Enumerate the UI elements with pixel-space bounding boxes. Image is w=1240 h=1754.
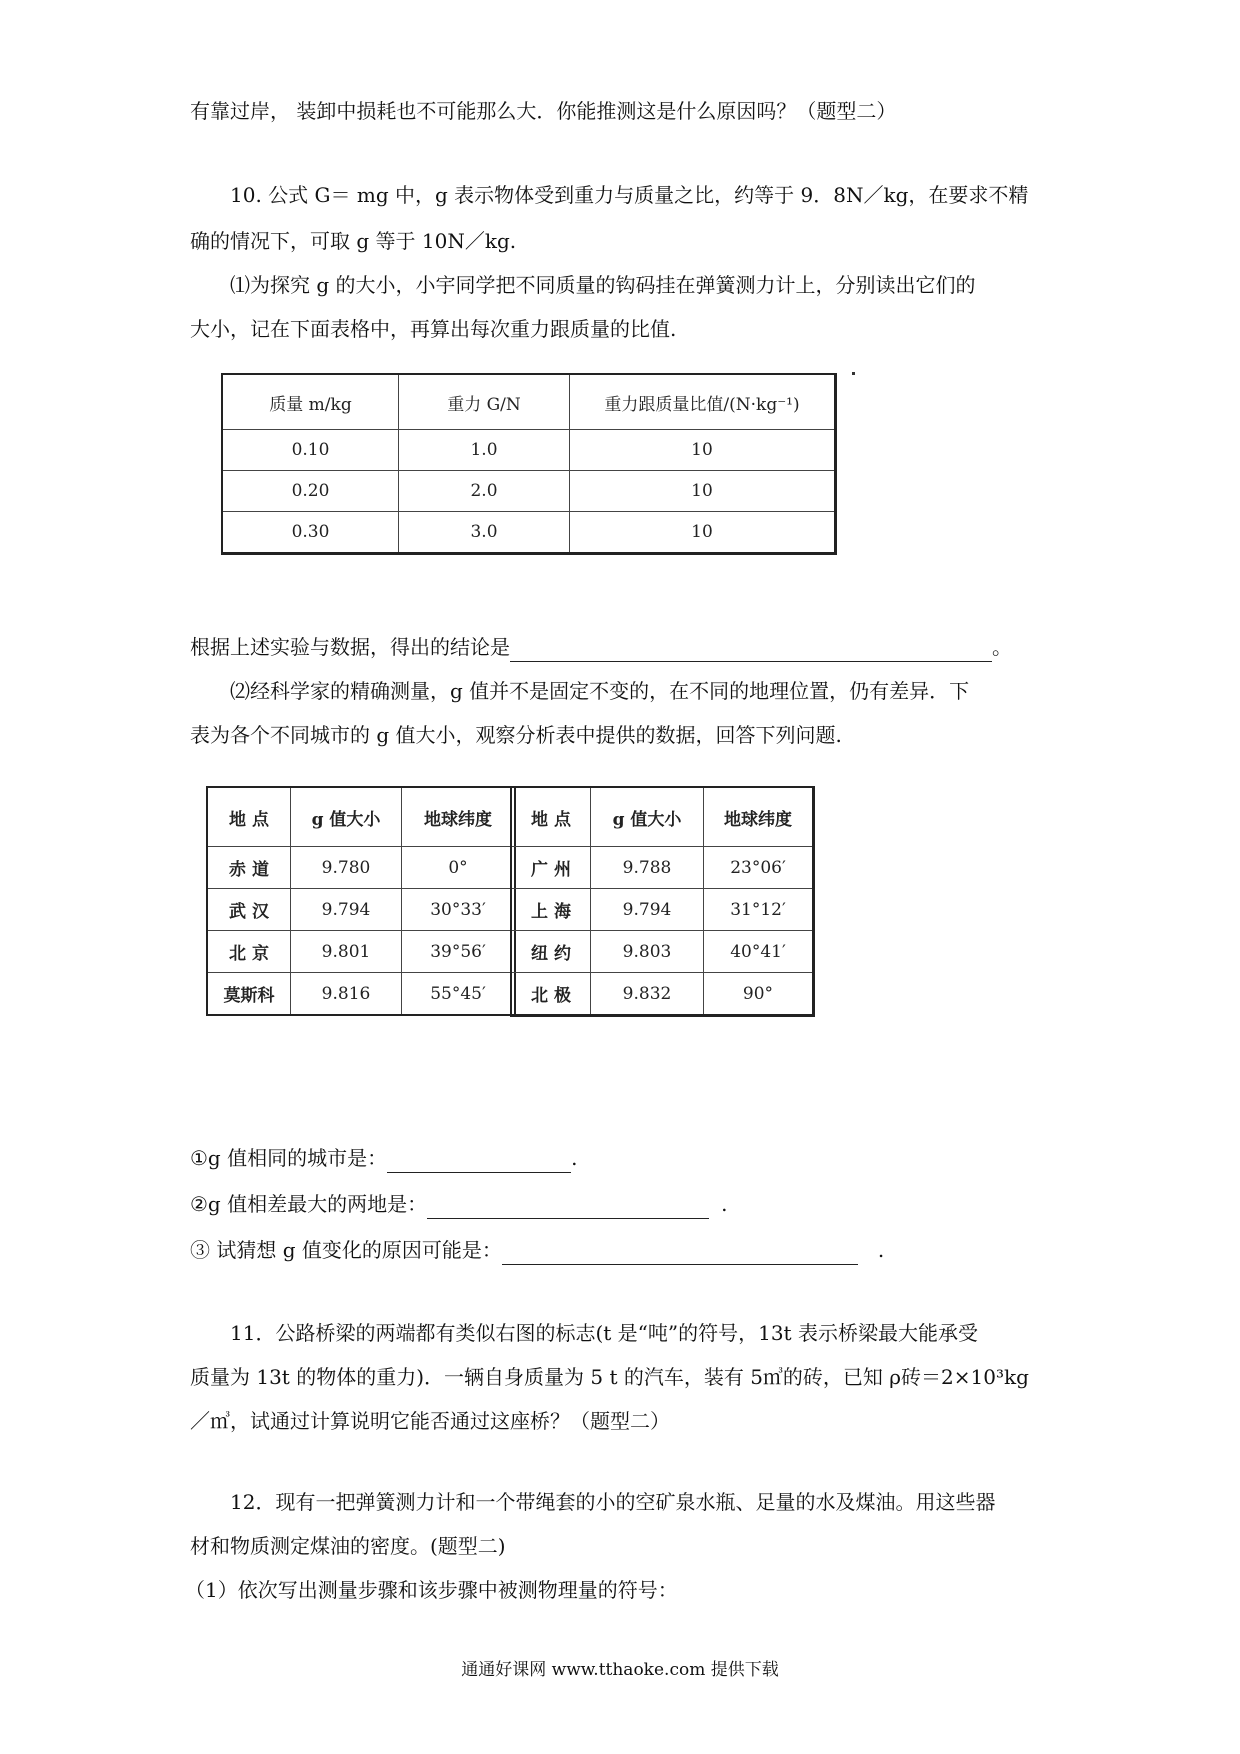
table-header-cell: 重力跟质量比值/(N·kg⁻¹) bbox=[570, 374, 836, 430]
page-footer: 通通好课网 www.tthaoke.com 提供下载 bbox=[461, 1660, 779, 1680]
table-header-row bbox=[511, 787, 814, 847]
table-cell: 9.794 bbox=[591, 889, 704, 931]
table-cell: 2.0 bbox=[399, 471, 570, 512]
table-row bbox=[511, 847, 814, 889]
table-header-cell: 地 点 bbox=[511, 787, 591, 847]
table-cell: 9.780 bbox=[291, 847, 402, 889]
sub-question-1-label: ①g 值相同的城市是： bbox=[190, 1146, 388, 1170]
question-10-line-2: 确的情况下，可取 g 等于 10N／kg. bbox=[190, 229, 517, 253]
table-cell: 9.788 bbox=[591, 847, 704, 889]
table-cell: 31°12′ bbox=[704, 889, 814, 931]
sub-question-2-label: ②g 值相差最大的两地是： bbox=[190, 1192, 428, 1216]
sub-question-3 bbox=[190, 1235, 884, 1265]
question-10-line-1: 10. 公式 G＝ mg 中，g 表示物体受到重力与质量之比，约等于 9．8N／kg，在要求不精 bbox=[230, 183, 1029, 207]
table-header-row bbox=[207, 787, 515, 847]
table-row bbox=[207, 931, 515, 973]
question-11-line-3: ／㎥，试通过计算说明它能否通过这座桥？（题型二） bbox=[190, 1409, 670, 1433]
table-cell: 10 bbox=[570, 430, 836, 471]
table-cell: 39°56′ bbox=[402, 931, 516, 973]
question-12-line-2: 材和物质测定煤油的密度。(题型二) bbox=[190, 1534, 506, 1558]
table-cell: 23°06′ bbox=[704, 847, 814, 889]
conclusion-prompt bbox=[190, 632, 1012, 662]
sub-question-1-blank[interactable] bbox=[387, 1150, 571, 1173]
sub-question-3-blank[interactable] bbox=[502, 1242, 858, 1265]
table-row bbox=[222, 512, 836, 554]
table-cell: 40°41′ bbox=[704, 931, 814, 973]
table-cell: 30°33′ bbox=[402, 889, 516, 931]
table-cell: 9.794 bbox=[291, 889, 402, 931]
mass-weight-table bbox=[221, 373, 837, 555]
table-cell: 0° bbox=[402, 847, 516, 889]
table-cell: 9.816 bbox=[291, 973, 402, 1016]
question-11-line-1: 11．公路桥梁的两端都有类似右图的标志(t 是“吨”的符号，13t 表示桥梁最大能承受 bbox=[230, 1321, 978, 1345]
question-10-part-1-line-2: 大小，记在下面表格中，再算出每次重力跟质量的比值. bbox=[190, 317, 677, 341]
table-header-cell: g 值大小 bbox=[291, 787, 402, 847]
table-row bbox=[207, 847, 515, 889]
table-cell: 9.832 bbox=[591, 973, 704, 1016]
table-header-cell: 质量 m/kg bbox=[222, 374, 399, 430]
table-row bbox=[207, 889, 515, 931]
scan-speck bbox=[852, 372, 855, 375]
table-row bbox=[222, 430, 836, 471]
sub-question-2-end: . bbox=[721, 1192, 728, 1216]
table-cell: 0.10 bbox=[222, 430, 399, 471]
table-cell: 90° bbox=[704, 973, 814, 1016]
table-cell: 0.20 bbox=[222, 471, 399, 512]
table-row bbox=[222, 471, 836, 512]
sub-question-3-label: ③ 试猜想 g 值变化的原因可能是： bbox=[190, 1238, 502, 1262]
paragraph-continuation: 有靠过岸， 装卸中损耗也不可能那么大．你能推测这是什么原因吗？（题型二） bbox=[190, 99, 897, 123]
table-cell: 55°45′ bbox=[402, 973, 516, 1016]
table-row bbox=[207, 973, 515, 1016]
table-cell: 莫斯科 bbox=[207, 973, 291, 1016]
table-cell: 纽 约 bbox=[511, 931, 591, 973]
table-header-cell: 地球纬度 bbox=[402, 787, 516, 847]
question-12-line-1: 12．现有一把弹簧测力计和一个带绳套的小的空矿泉水瓶、足量的水及煤油。用这些器 bbox=[230, 1490, 996, 1514]
table-cell: 10 bbox=[570, 512, 836, 554]
table-row bbox=[511, 889, 814, 931]
conclusion-label: 根据上述实验与数据，得出的结论是 bbox=[190, 635, 510, 659]
table-cell: 10 bbox=[570, 471, 836, 512]
question-10-part-1-line-1: ⑴为探究 g 的大小，小宇同学把不同质量的钩码挂在弹簧测力计上，分别读出它们的 bbox=[230, 273, 976, 297]
table-row bbox=[511, 931, 814, 973]
table-cell: 1.0 bbox=[399, 430, 570, 471]
table-cell: 赤 道 bbox=[207, 847, 291, 889]
question-10-part-2-line-1: ⑵经科学家的精确测量，g 值并不是固定不变的，在不同的地理位置，仍有差异．下 bbox=[230, 679, 970, 703]
sub-question-2-blank[interactable] bbox=[427, 1196, 709, 1219]
sub-question-1 bbox=[190, 1143, 577, 1173]
table-cell: 上 海 bbox=[511, 889, 591, 931]
table-header-row bbox=[222, 374, 836, 430]
sub-question-3-end: . bbox=[877, 1238, 885, 1262]
sub-question-1-end: . bbox=[571, 1146, 578, 1170]
table-cell: 广 州 bbox=[511, 847, 591, 889]
conclusion-end: 。 bbox=[992, 635, 1012, 659]
sub-question-2 bbox=[190, 1189, 727, 1219]
question-11-line-2: 质量为 13t 的物体的重力)．一辆自身质量为 5 t 的汽车，装有 5㎥的砖，已知 ρ砖＝2×10³kg bbox=[190, 1365, 1029, 1389]
table-cell: 北 京 bbox=[207, 931, 291, 973]
table-header-cell: 地 点 bbox=[207, 787, 291, 847]
table-cell: 9.801 bbox=[291, 931, 402, 973]
table-cell: 3.0 bbox=[399, 512, 570, 554]
question-12-part-1: （1）依次写出测量步骤和该步骤中被测物理量的符号： bbox=[185, 1578, 678, 1602]
table-cell: 武 汉 bbox=[207, 889, 291, 931]
conclusion-answer-blank[interactable] bbox=[510, 639, 992, 662]
table-header-cell: 地球纬度 bbox=[704, 787, 814, 847]
table-row bbox=[511, 973, 814, 1016]
table-cell: 北 极 bbox=[511, 973, 591, 1016]
table-cell: 0.30 bbox=[222, 512, 399, 554]
g-value-table-left bbox=[206, 786, 516, 1016]
table-header-cell: 重力 G/N bbox=[399, 374, 570, 430]
table-cell: 9.803 bbox=[591, 931, 704, 973]
question-10-part-2-line-2: 表为各个不同城市的 g 值大小，观察分析表中提供的数据，回答下列问题. bbox=[190, 723, 842, 747]
g-value-table-right bbox=[510, 786, 815, 1017]
table-header-cell: g 值大小 bbox=[591, 787, 704, 847]
